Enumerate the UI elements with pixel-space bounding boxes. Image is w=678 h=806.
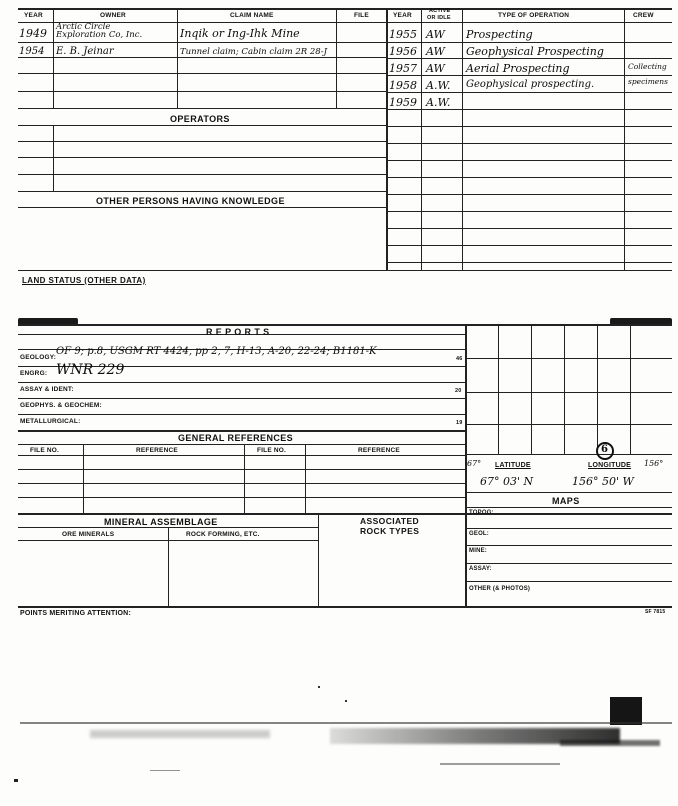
op-status-2: AW bbox=[426, 45, 445, 58]
maps-other: OTHER (& PHOTOS) bbox=[469, 586, 531, 592]
claim-name-2: Tunnel claim; Cabin claim 2R 28-J bbox=[180, 47, 327, 57]
mineral-assemblage-title: MINERAL ASSEMBLAGE bbox=[104, 517, 218, 527]
claim-name-1: Inqik or Ing-Ihk Mine bbox=[180, 27, 300, 40]
associated-rock-types-2: ROCK TYPES bbox=[360, 526, 420, 536]
col-crew: CREW bbox=[633, 12, 654, 19]
engrg-value: WNR 229 bbox=[56, 362, 125, 378]
geology-value: OF 9; p.8, USGM RT 4424, pp 2, 7, H-13, A-20, 22-24; B1181-K bbox=[56, 346, 377, 357]
engrg-label: ENGRG: bbox=[20, 370, 48, 377]
col-year-2: YEAR bbox=[393, 12, 412, 19]
points-meriting-attention-label: POINTS MERITING ATTENTION: bbox=[20, 610, 131, 617]
lon-suffix: 156° bbox=[644, 459, 664, 468]
op-status-3: AW bbox=[426, 62, 445, 75]
assay-ident-label: ASSAY & IDENT: bbox=[20, 386, 74, 393]
col-or-idle: OR IDLE bbox=[427, 15, 451, 21]
col-owner: OWNER bbox=[100, 12, 126, 19]
op-year-5: 1959 bbox=[389, 96, 417, 109]
geology-number: 46 bbox=[456, 356, 463, 362]
col-type-of-operation: TYPE OF OPERATION bbox=[498, 12, 570, 19]
op-year-3: 1957 bbox=[389, 62, 417, 75]
gr-col-file-no: FILE NO. bbox=[30, 447, 60, 454]
associated-rock-types-1: ASSOCIATED bbox=[360, 516, 420, 526]
op-crew-3: Collecting bbox=[628, 62, 667, 71]
owner-name-1a: Arctic Circle bbox=[56, 22, 111, 32]
ore-minerals-label: ORE MINERALS bbox=[62, 531, 115, 538]
owner-name-2: E. B. Jeinar bbox=[56, 46, 114, 57]
op-status-1: AW bbox=[426, 28, 445, 41]
land-status-label: LAND STATUS (OTHER DATA) bbox=[22, 276, 146, 285]
maps-title: MAPS bbox=[552, 496, 580, 506]
latitude-value: 67° 03' N bbox=[480, 475, 534, 488]
op-crew-4: specimens bbox=[628, 77, 668, 86]
circled-mark: 6 bbox=[596, 442, 614, 460]
general-references-title: GENERAL REFERENCES bbox=[178, 433, 294, 443]
maps-mine: MINE: bbox=[469, 548, 487, 554]
col-active: ACTIVE bbox=[429, 8, 451, 14]
owner-name-1b: Exploration Co, Inc. bbox=[56, 30, 143, 40]
owner-year-1: 1949 bbox=[19, 27, 47, 40]
rock-forming-label: ROCK FORMING, ETC. bbox=[186, 531, 260, 538]
longitude-value: 156° 50' W bbox=[572, 475, 634, 488]
op-type-3: Aerial Prospecting bbox=[466, 62, 570, 75]
reports-title: R E P O R T S bbox=[206, 327, 270, 337]
col-year: YEAR bbox=[24, 12, 43, 19]
op-status-5: A.W. bbox=[426, 96, 451, 109]
lat-prefix: 67° bbox=[467, 459, 482, 468]
op-year-4: 1958 bbox=[389, 79, 417, 92]
assay-number: 20 bbox=[455, 388, 462, 394]
op-type-1: Prospecting bbox=[466, 28, 533, 41]
operators-label: OPERATORS bbox=[170, 114, 230, 124]
col-claim-name: CLAIM NAME bbox=[230, 12, 274, 19]
other-persons-label: OTHER PERSONS HAVING KNOWLEDGE bbox=[96, 196, 285, 206]
geology-label: GEOLOGY: bbox=[20, 354, 57, 361]
longitude-label: LONGITUDE bbox=[588, 462, 632, 469]
latitude-label: LATITUDE bbox=[495, 462, 531, 469]
maps-geol: GEOL: bbox=[469, 531, 489, 537]
op-year-1: 1955 bbox=[389, 28, 417, 41]
col-file: FILE bbox=[354, 12, 369, 19]
metallurgical-label: METALLURGICAL: bbox=[20, 418, 81, 425]
gr-col-reference: REFERENCE bbox=[136, 447, 178, 454]
op-type-4: Geophysical prospecting. bbox=[466, 79, 595, 90]
metallurgical-number: 19 bbox=[456, 420, 463, 426]
form-number: SF 7815 bbox=[645, 609, 666, 615]
op-status-4: A.W. bbox=[426, 79, 451, 92]
gr-col-file-no-2: FILE NO. bbox=[257, 447, 287, 454]
geophys-geochem-label: GEOPHYS. & GEOCHEM: bbox=[20, 402, 102, 409]
op-year-2: 1956 bbox=[389, 45, 417, 58]
op-type-2: Geophysical Prospecting bbox=[466, 45, 604, 58]
maps-assay: ASSAY: bbox=[469, 566, 492, 572]
maps-topog: TOPOG: bbox=[469, 510, 494, 516]
owner-year-2: 1954 bbox=[19, 46, 45, 57]
gr-col-reference-2: REFERENCE bbox=[358, 447, 400, 454]
